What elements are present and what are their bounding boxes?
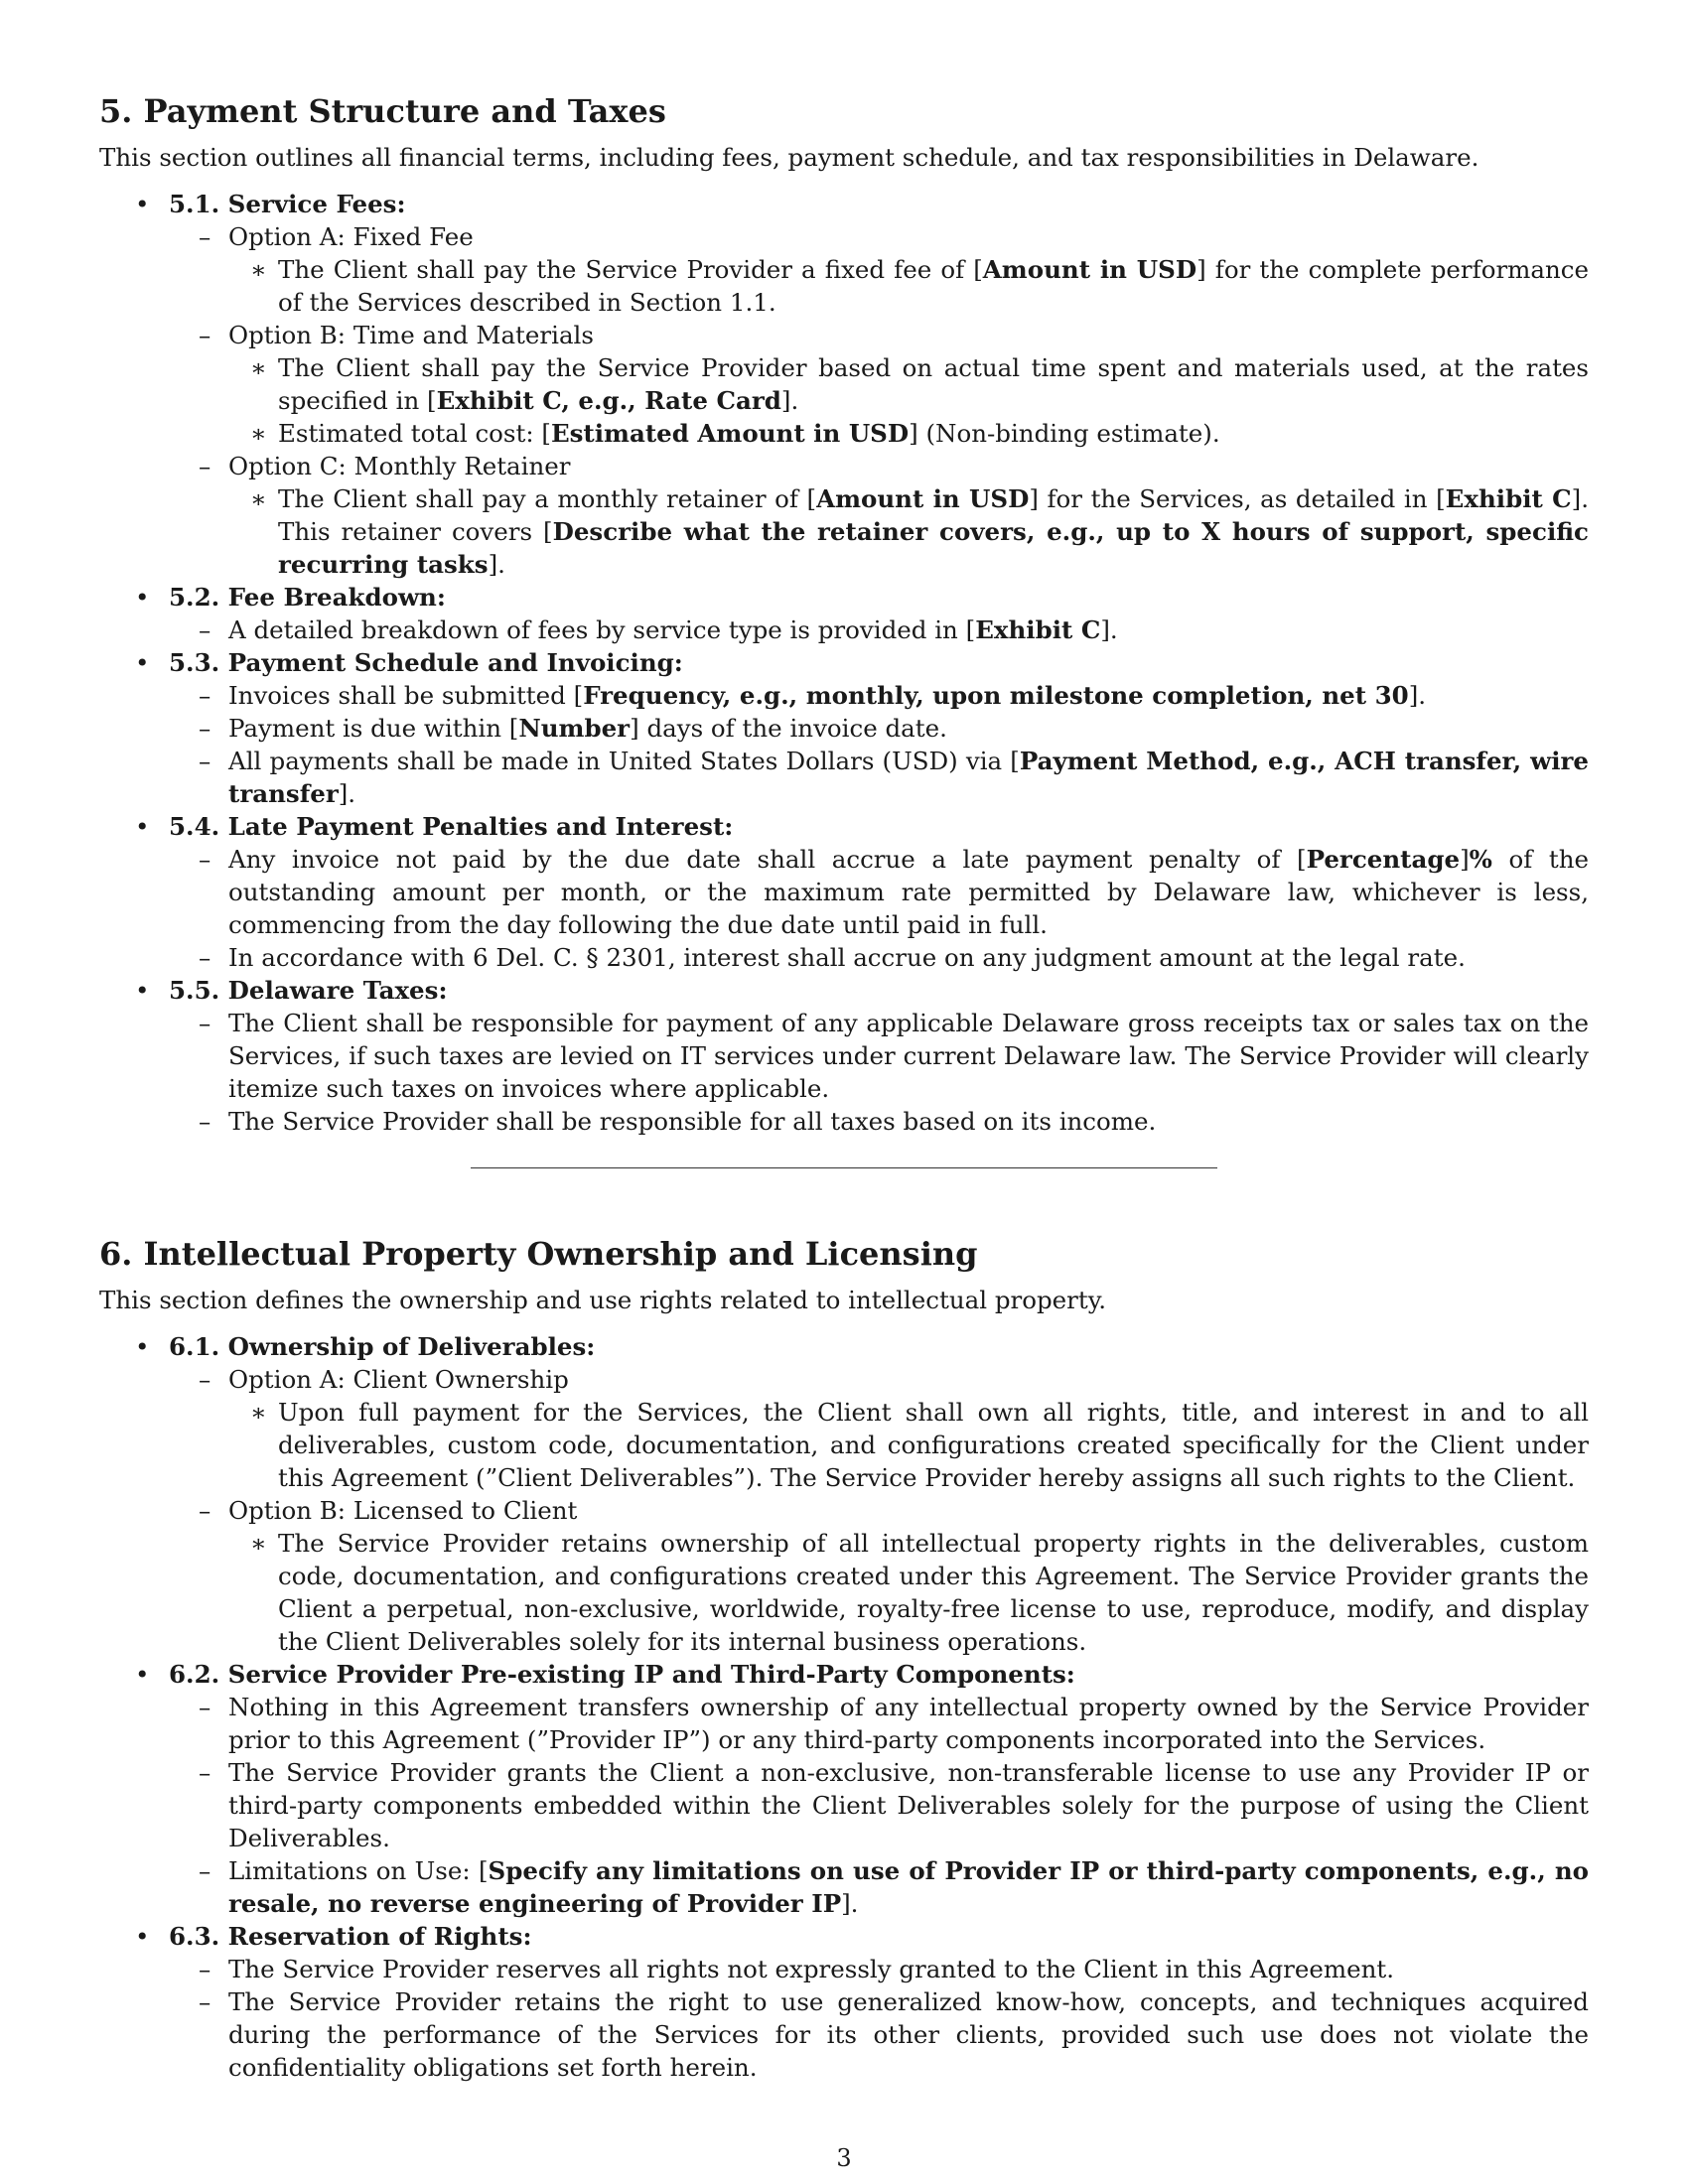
clause-list <box>99 1330 1589 2084</box>
clause-item <box>99 1658 1589 1920</box>
placeholder-text: Describe what the retainer covers, e.g., up to X hours of support, specific recurring tasks <box>278 517 1589 579</box>
option-detail-list <box>228 482 1589 581</box>
bullet-icon: • <box>135 1922 150 1951</box>
page-number: 3 <box>836 2144 852 2172</box>
clause-item <box>99 188 1589 581</box>
placeholder-text: Percentage <box>1306 845 1461 874</box>
clause-text: ]. <box>841 1889 859 1918</box>
subclause-item <box>169 843 1589 941</box>
dash-icon: – <box>199 1496 211 1525</box>
subclause-list <box>169 1953 1589 2084</box>
dash-icon: – <box>199 452 211 480</box>
clause-item <box>99 581 1589 646</box>
section-intro: This section outlines all financial terms, including fees, payment schedule, and tax responsibilities in Delaware. <box>99 143 1479 172</box>
clause-text: ] days of the invoice date. <box>630 714 947 743</box>
clause-text: The Client shall pay a monthly retainer of [ <box>278 484 817 513</box>
clause-text: ]. <box>780 386 799 415</box>
clause-text: ] (Non-binding estimate). <box>909 419 1220 448</box>
subclause-list <box>169 1363 1589 1658</box>
dash-icon: – <box>199 222 211 251</box>
section-5 <box>99 91 1589 1138</box>
clause-text: ]. <box>488 550 505 579</box>
clause-heading: 6.2. Service Provider Pre-existing IP and Third-Party Components: <box>169 1660 1075 1689</box>
dash-icon: – <box>199 845 211 874</box>
asterisk-icon: ∗ <box>250 1398 267 1427</box>
placeholder-text: % <box>1469 845 1492 874</box>
placeholder-text: Exhibit C <box>1445 484 1572 513</box>
asterisk-icon: ∗ <box>250 255 267 284</box>
subclause-list <box>169 843 1589 974</box>
placeholder-text: Payment Method, e.g., ACH transfer, wire transfer <box>228 747 1589 808</box>
subclause-list <box>169 679 1589 810</box>
bullet-icon: • <box>135 648 150 677</box>
clause-heading: 6.1. Ownership of Deliverables: <box>169 1332 596 1361</box>
placeholder-text: Specify any limitations on use of Provider IP or third-party components, e.g., no resale, no reverse engineering of Provider IP <box>228 1856 1589 1918</box>
clause-item <box>99 810 1589 974</box>
section-intro: This section defines the ownership and use rights related to intellectual property. <box>99 1286 1107 1314</box>
clause-heading: 5.2. Fee Breakdown: <box>169 583 446 612</box>
subclause-item <box>169 1953 1589 1985</box>
placeholder-text: Amount in USD <box>982 255 1197 284</box>
subclause-item <box>169 1494 1589 1658</box>
clause-text: The Service Provider reserves all rights not expressly granted to the Client in this Agreement. <box>228 1955 1395 1983</box>
document-page <box>99 91 1589 2084</box>
clause-text: Any invoice not paid by the due date shall accrue a late payment penalty of [ <box>228 845 1307 874</box>
subclause-item <box>169 745 1589 810</box>
clause-text: Payment is due within [ <box>228 714 519 743</box>
clause-heading: 5.1. Service Fees: <box>169 190 406 218</box>
placeholder-text: Frequency, e.g., monthly, upon milestone completion, net 30 <box>583 681 1409 710</box>
dash-icon: – <box>199 943 211 972</box>
option-label: Option A: Client Ownership <box>228 1365 569 1394</box>
section-divider <box>471 1167 1217 1168</box>
clause-list <box>99 188 1589 1138</box>
section-title: 5. Payment Structure and Taxes <box>99 92 666 130</box>
dash-icon: – <box>199 1987 211 2016</box>
clause-item <box>99 974 1589 1138</box>
clause-text: ] for the complete performance of the Services described in Section 1.1. <box>278 255 1589 317</box>
clause-text: ] <box>1460 845 1470 874</box>
bullet-icon: • <box>135 1332 150 1361</box>
subclause-item <box>169 450 1589 581</box>
clause-text: Limitations on Use: [ <box>228 1856 489 1885</box>
bullet-icon: • <box>135 583 150 612</box>
option-detail-item <box>228 1396 1589 1494</box>
clause-heading: 5.4. Late Payment Penalties and Interest: <box>169 812 734 841</box>
subclause-list <box>169 1691 1589 1920</box>
clause-heading: 5.5. Delaware Taxes: <box>169 976 448 1005</box>
option-label: Option B: Licensed to Client <box>228 1496 578 1525</box>
subclause-item <box>169 220 1589 319</box>
clause-item <box>99 1920 1589 2084</box>
clause-text: A detailed breakdown of fees by service type is provided in [ <box>228 615 976 644</box>
subclause-item <box>169 712 1589 745</box>
clause-text: ]. <box>338 779 356 808</box>
clause-text: The Service Provider retains the right to use generalized know-how, concepts, and techniques acquired during the performance of the Services for its other clients, provided such use does not violate the confidentiality obligations set forth herein. <box>228 1987 1589 2082</box>
placeholder-text: Exhibit C, e.g., Rate Card <box>436 386 781 415</box>
clause-text: The Service Provider shall be responsible for all taxes based on its income. <box>228 1107 1157 1136</box>
asterisk-icon: ∗ <box>250 1529 267 1558</box>
clause-text: The Service Provider retains ownership of all intellectual property rights in the deliverables, custom code, documentation, and configurations created under this Agreement. The Service Provider grants the Client a perpetual, non-exclusive, worldwide, royalty-free license to use, reproduce, modify, and display the Client Deliverables solely for its internal business operations. <box>278 1529 1589 1656</box>
dash-icon: – <box>199 1856 211 1885</box>
section-title: 6. Intellectual Property Ownership and Licensing <box>99 1235 978 1273</box>
option-label: Option C: Monthly Retainer <box>228 452 571 480</box>
placeholder-text: Number <box>518 714 631 743</box>
clause-text: Estimated total cost: [ <box>278 419 551 448</box>
option-detail-item <box>228 351 1589 417</box>
asterisk-icon: ∗ <box>250 353 267 382</box>
subclause-list <box>169 220 1589 581</box>
clause-text: The Client shall be responsible for payment of any applicable Delaware gross receipts tax or sales tax on the Services, if such taxes are levied on IT services under current Delaware law. The Service Provider will clearly itemize such taxes on invoices where applicable. <box>228 1009 1589 1103</box>
clause-text: Nothing in this Agreement transfers ownership of any intellectual property owned by the Service Provider prior to this Agreement (”Provider IP”) or any third-party components incorporated into the Services. <box>228 1693 1589 1754</box>
clause-text: ] for the Services, as detailed in [ <box>1029 484 1446 513</box>
dash-icon: – <box>199 1365 211 1394</box>
dash-icon: – <box>199 1758 211 1787</box>
dash-icon: – <box>199 747 211 775</box>
dash-icon: – <box>199 615 211 644</box>
clause-text: The Client shall pay the Service Provider a fixed fee of [ <box>278 255 983 284</box>
dash-icon: – <box>199 681 211 710</box>
placeholder-text: Estimated Amount in USD <box>550 419 910 448</box>
clause-text: ]. <box>1100 615 1118 644</box>
asterisk-icon: ∗ <box>250 419 267 448</box>
subclause-item <box>169 1363 1589 1494</box>
subclause-item <box>169 614 1589 646</box>
bullet-icon: • <box>135 1660 150 1689</box>
subclause-list <box>169 1007 1589 1138</box>
option-label: Option A: Fixed Fee <box>228 222 474 251</box>
subclause-item <box>169 941 1589 974</box>
option-detail-item <box>228 1527 1589 1658</box>
clause-text: Upon full payment for the Services, the Client shall own all rights, title, and interest in and to all deliverables, custom code, documentation, and configurations created specifically for the Client under this Agreement (”Client Deliverables”). The Service Provider hereby assigns all such rights to the Client. <box>278 1398 1589 1492</box>
placeholder-text: Amount in USD <box>816 484 1030 513</box>
dash-icon: – <box>199 1955 211 1983</box>
subclause-item <box>169 679 1589 712</box>
clause-text: All payments shall be made in United States Dollars (USD) via [ <box>228 747 1020 775</box>
option-detail-list <box>228 351 1589 450</box>
option-detail-list <box>228 1396 1589 1494</box>
asterisk-icon: ∗ <box>250 484 267 513</box>
subclause-item <box>169 1756 1589 1854</box>
subclause-item <box>169 1691 1589 1756</box>
dash-icon: – <box>199 1107 211 1136</box>
bullet-icon: • <box>135 976 150 1005</box>
clause-heading: 6.3. Reservation of Rights: <box>169 1922 532 1951</box>
clause-text: In accordance with 6 Del. C. § 2301, interest shall accrue on any judgment amount at the legal rate. <box>228 943 1466 972</box>
clause-text: Invoices shall be submitted [ <box>228 681 584 710</box>
clause-text: ]. This retainer covers [ <box>278 484 1590 546</box>
placeholder-text: Exhibit C <box>975 615 1101 644</box>
dash-icon: – <box>199 321 211 349</box>
clause-text: The Service Provider grants the Client a non-exclusive, non-transferable license to use any Provider IP or third-party components embedded within the Client Deliverables solely for the purpose of using the Client Deliverables. <box>228 1758 1589 1852</box>
clause-item <box>99 646 1589 810</box>
bullet-icon: • <box>135 190 150 218</box>
option-detail-item <box>228 417 1589 450</box>
clause-text: ]. <box>1408 681 1427 710</box>
section-6 <box>99 1234 1589 2084</box>
dash-icon: – <box>199 1693 211 1721</box>
option-detail-list <box>228 253 1589 319</box>
dash-icon: – <box>199 1009 211 1037</box>
option-detail-item <box>228 482 1589 581</box>
option-detail-list <box>228 1527 1589 1658</box>
clause-item <box>99 1330 1589 1658</box>
subclause-item <box>169 1007 1589 1105</box>
clause-text: The Client shall pay the Service Provider based on actual time spent and materials used, at the rates specified in [ <box>278 353 1589 415</box>
subclause-item <box>169 319 1589 450</box>
clause-text: of the outstanding amount per month, or the maximum rate permitted by Delaware law, whichever is less, commencing from the day following the due date until paid in full. <box>228 845 1589 939</box>
clause-heading: 5.3. Payment Schedule and Invoicing: <box>169 648 683 677</box>
subclause-item <box>169 1985 1589 2084</box>
bullet-icon: • <box>135 812 150 841</box>
dash-icon: – <box>199 714 211 743</box>
option-label: Option B: Time and Materials <box>228 321 594 349</box>
subclause-item <box>169 1105 1589 1138</box>
option-detail-item <box>228 253 1589 319</box>
subclause-list <box>169 614 1589 646</box>
subclause-item <box>169 1854 1589 1920</box>
